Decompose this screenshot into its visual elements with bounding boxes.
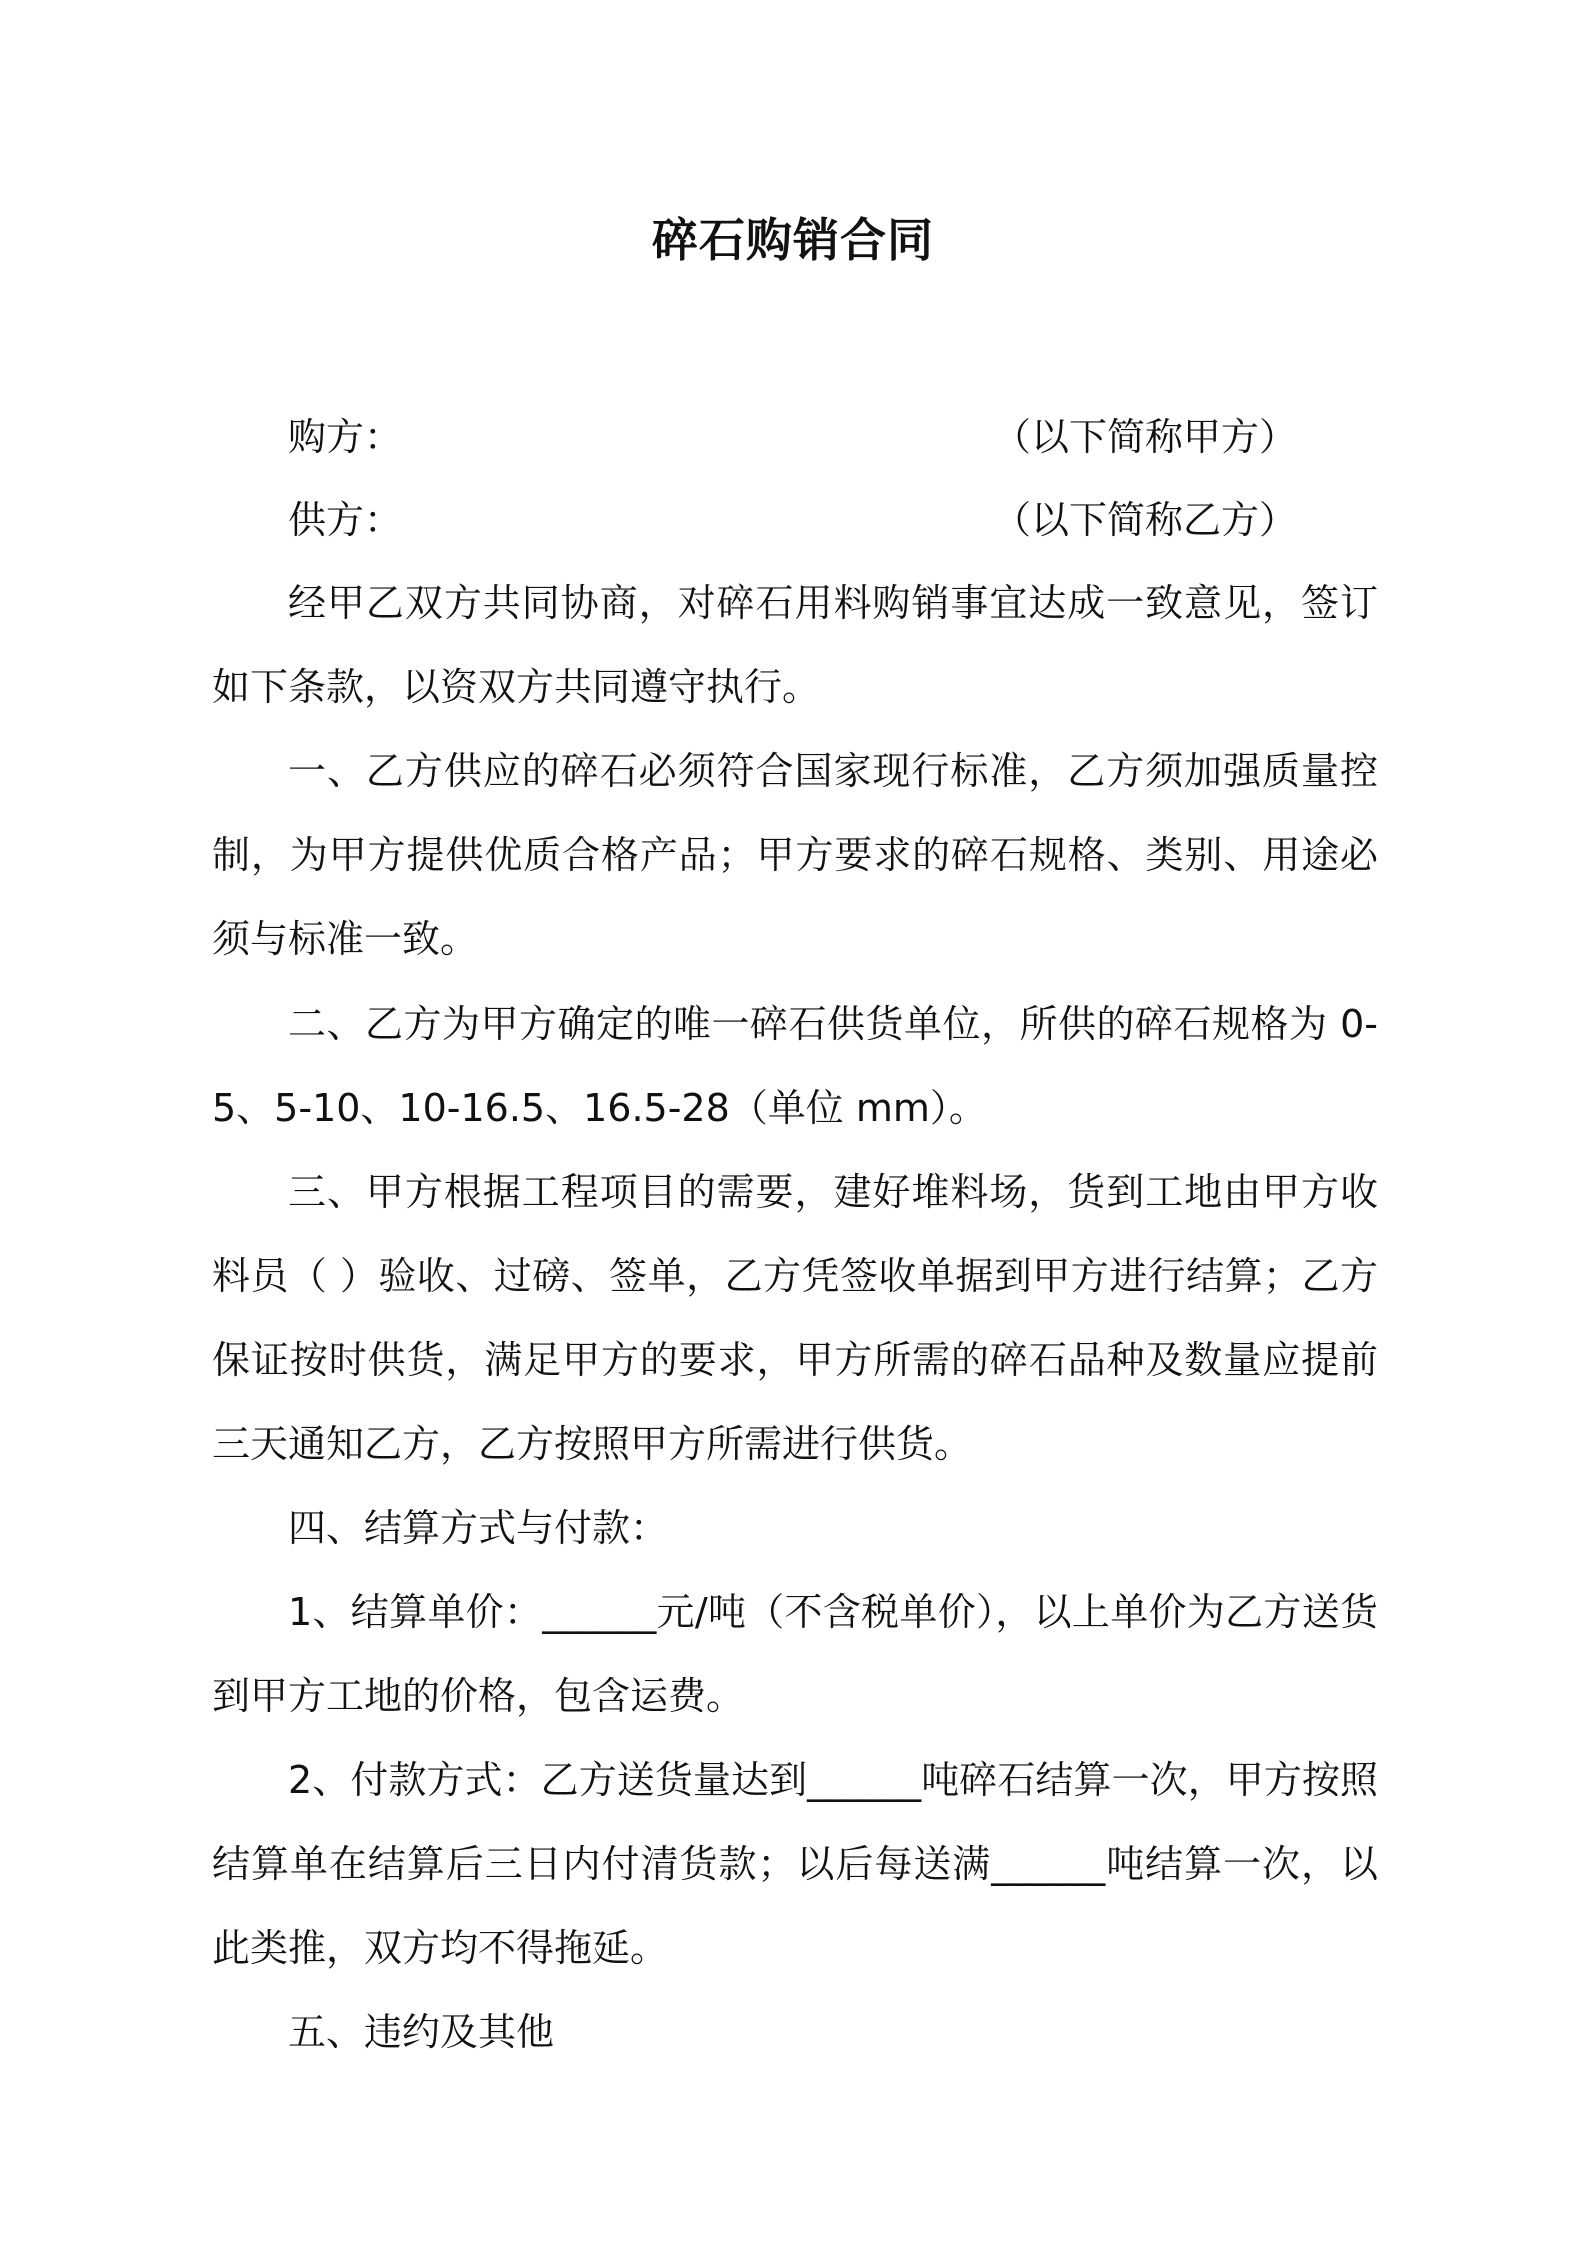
buyer-abbreviation: （以下简称甲方）: [993, 415, 1298, 459]
buyer-label: 购方：: [288, 415, 403, 459]
clause-4-1-paragraph: 1、结算单价：______元/吨（不含税单价），以上单价为乙方送货到甲方工地的价格，包含运费。: [212, 1590, 1378, 1718]
clause-4-2-paragraph: 2、付款方式：乙方送货量达到______吨碎石结算一次，甲方按照结算单在结算后三日内付清货款；以后每送满______吨结算一次，以此类推，双方均不得拖延。: [212, 1758, 1378, 1970]
clause-2-paragraph: 二、乙方为甲方确定的唯一碎石供货单位，所供的碎石规格为 0-5、5-10、10-16.5、16.5-28（单位 mm）。: [212, 1002, 1378, 1130]
seller-line: [288, 478, 1388, 562]
clause-3-paragraph: 三、甲方根据工程项目的需要，建好堆料场，货到工地由甲方收料员（ ）验收、过磅、签单，乙方凭签收单据到甲方进行结算；乙方保证按时供货，满足甲方的要求，甲方所需的碎石品种及数量应提前三天通知乙方，乙方按照甲方所需进行供货。: [212, 1170, 1378, 1466]
buyer-line: [288, 395, 1388, 479]
clause-4-heading: 四、结算方式与付款：: [288, 1506, 669, 1550]
seller-abbreviation: （以下简称乙方）: [993, 498, 1298, 542]
clause-1-paragraph: 一、乙方供应的碎石必须符合国家现行标准，乙方须加强质量控制，为甲方提供优质合格产品；甲方要求的碎石规格、类别、用途必须与标准一致。: [212, 749, 1378, 961]
clause-5-heading: 五、违约及其他: [288, 2010, 555, 2054]
intro-paragraph: 经甲乙双方共同协商，对碎石用料购销事宜达成一致意见，签订如下条款，以资双方共同遵守执行。: [212, 581, 1378, 709]
contract-title: 碎石购销合同: [652, 213, 934, 267]
seller-label: 供方：: [288, 498, 403, 542]
